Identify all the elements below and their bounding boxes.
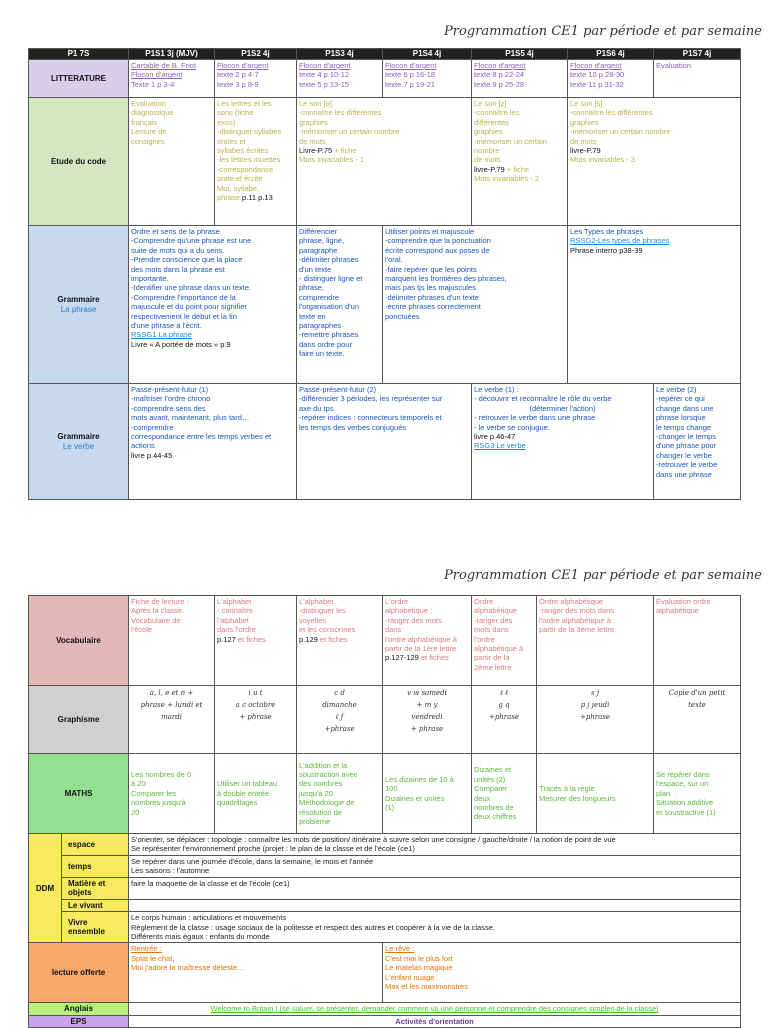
planning-table-1 <box>28 48 741 500</box>
phrase-s4-s5: Utiliser points et majuscule -comprendre que la ponctuation écrite correspond aux poses de l'oral. -faire repérer que les points marquent les frontières des phrases, mais pas tjs les majuscules -délimiter phrases d'un texte -écrire phrases correctement ponctuées <box>383 226 568 384</box>
graph-s7: Copie d'un petit texte <box>654 686 741 754</box>
row-label-maths: MATHS <box>29 754 129 834</box>
maths-s2: Utiliser un tableau à double entrée quadrillages <box>215 754 297 834</box>
row-ddm-matiere <box>29 878 741 900</box>
graph-s1: a, l, e et n + phrase + lundi et mardi <box>129 686 215 754</box>
maths-s7: Se repérer dans l'espace, sur un plan Situation additive et soustractive (1) <box>654 754 741 834</box>
ddm-espace-label: espace <box>62 834 129 856</box>
row-eps <box>29 1015 741 1027</box>
lecture-b: Le rêve : C'est moi le plus fort Le matelas magique L'enfant nuage Max et les maximonstres <box>383 943 741 1003</box>
vocab-s2: L'alphabet - connaître l'alphabet dans l'ordre p.127 et fiches <box>215 596 297 686</box>
ddm-espace-text: S'orienter, se déplacer : topologie : connaître les mots de position/ itinéraire à suivre selon une consigne / gauche/droite / la notion de point de vue Se représenter l'environnement proche (projet : le plan de la classe et de l'école (ce1) <box>129 834 741 856</box>
row-lecture-offerte <box>29 943 741 1003</box>
code-s1: Evaluation diagnostique français Lecture de consignes <box>129 98 215 226</box>
row-grammaire-phrase <box>29 226 741 384</box>
ddm-vivre-text: Le corps humain : articulations et mouvements Règlement de la classe : usage sociaux de la politesse et respect des autres et coopérer à la vie de la classe. Différents mais égaux : enfants du monde <box>129 912 741 943</box>
litterature-s2: Flocon d'argent texte 2 p 4-7 texte 3 p 8-9 <box>215 60 297 98</box>
page-title-2: Programmation CE1 par période et par semaine <box>444 568 762 583</box>
row-label-lecture-offerte: lecture offerte <box>29 943 129 1003</box>
ddm-vivre-label: Vivre ensemble <box>62 912 129 943</box>
row-label-graphisme: Graphisme <box>29 686 129 754</box>
ddm-matiere-text: faire la maquette de la classe et de l'école (ce1) <box>129 878 741 900</box>
header-week-7: P1S7 4j <box>654 49 741 60</box>
row-label-grammaire-verbe: Grammaire Le verbe <box>29 384 129 500</box>
row-graphisme <box>29 686 741 754</box>
header-row <box>29 49 741 60</box>
row-litterature <box>29 60 741 98</box>
ddm-temps-label: temps <box>62 856 129 878</box>
maths-s6: Tracés à la règle Mesurer des longueurs <box>537 754 654 834</box>
row-maths <box>29 754 741 834</box>
code-s2: Les lettres et les sons (fiche exos) -distinguer syllabes orales et syllabes écrites -les lettres muettes -correspondance orale et écrite Mot, syllabe, phrase p.11 p.13 <box>215 98 297 226</box>
anglais-text: Welcome to Britain ! (se saluer, se présenter, demander comment va une personne et comprendre des consignes simples de la classe) <box>129 1003 741 1015</box>
row-label-grammaire-phrase: Grammaire La phrase <box>29 226 129 384</box>
row-anglais <box>29 1003 741 1015</box>
row-label-code: Etude du code <box>29 98 129 226</box>
ddm-vivant-text <box>129 899 741 911</box>
verbe-s7: Le verbe (2) -repérer ce qui change dans une phrase lorsque le temps change -changer le temps d'une phrase pour changer le verbe -retrouver le verbe dans une phrase <box>654 384 741 500</box>
vocab-s7: Evaluation ordre alphabétique <box>654 596 741 686</box>
ddm-vivant-label: Le vivant <box>62 899 129 911</box>
row-label-vocabulaire: Vocabulaire <box>29 596 129 686</box>
header-week-6: P1S6 4j <box>568 49 654 60</box>
code-s6-s7: Le son [s] -connaître les différentes graphies -mémoriser un certain nombre de mots livre-P.79 Mots invariables - 3 <box>568 98 741 226</box>
lecture-a: Rentrée : Splat le chat, Moi j'adore la maîtresse déteste… <box>129 943 383 1003</box>
vocab-s6: Ordre alphabétique -ranger des mots dans l'ordre alphabétique à partir de la 3ème lettre <box>537 596 654 686</box>
litterature-s4: Flocon d'argent texte 6 p 16-18 texte 7 p 19-21 <box>383 60 472 98</box>
eps-text: Activités d'orientation <box>129 1015 741 1027</box>
header-week-1: P1S1 3j (MJV) <box>129 49 215 60</box>
litterature-s3: Flocon d'argent texte 4 p 10-12 texte 5 p 13-15 <box>297 60 383 98</box>
vocab-s4: L'ordre alphabétique : -ranger des mots dans l'ordre alphabétique à partir de la 1ère lettre p.127-129 et fiches <box>383 596 472 686</box>
maths-s4: Les dizaines de 10 à 100 Dizaines et unités (1) <box>383 754 472 834</box>
header-week-2: P1S2 4j <box>215 49 297 60</box>
vocab-s1: Fiche de lecture : Après la classe. Vocabulaire de l'école <box>129 596 215 686</box>
row-grammaire-verbe <box>29 384 741 500</box>
planning-table-2 <box>28 595 741 1028</box>
phrase-s3: Différencier phrase, ligne, paragraphe -délimiter phrases d'un texte - distinguer ligne et phrase, comprendre l'organisation d'un texte en paragraphes -remettre phrases dans ordre pour faire un texte. <box>297 226 383 384</box>
verbe-s1-s2: Passé-présent-futur (1) -maîtriser l'ordre chrono -comprendre sens des mots avant, maintenant, plus tard… -comprendre correspondance entre les temps verbes et actions livre p.44-45 <box>129 384 297 500</box>
row-vocabulaire <box>29 596 741 686</box>
graph-s4: v w samedi + m y vendredi + phrase <box>383 686 472 754</box>
graph-s5: ℓ ℓ g q +phrase <box>472 686 537 754</box>
graph-s6: s j p j jeudi +phrase <box>537 686 654 754</box>
row-label-ddm: DDM <box>29 834 62 943</box>
phrase-s1-s2: Ordre et sens de la phrase -Comprendre qu'une phrase est une suite de mots qui a du sens. -Prendre conscience que la place des mots dans la phrase est importante. -Identifier une phrase dans un texte. -Comprendre l'importance de la majuscule et du point pour signifier respectivement le début et la fin d'une phrase à l'écrit. RSSG1 La phrase Livre « A portée de mots » p.9 <box>129 226 297 384</box>
litterature-s1: Cartable de B. Friot Flocon d'argent Texte 1 p 3-4 <box>129 60 215 98</box>
ddm-matiere-label: Matière et objets <box>62 878 129 900</box>
verbe-s3-s4: Passé-présent-futur (2) -différencier 3 périodes, les représenter sur axe du tps -repérer indices : connecteurs temporels et les temps des verbes conjugués <box>297 384 472 500</box>
header-week-3: P1S3 4j <box>297 49 383 60</box>
litterature-s7: Evaluation <box>654 60 741 98</box>
header-week-5: P1S5 4j <box>472 49 568 60</box>
header-period: P1 7S <box>29 49 129 60</box>
row-ddm-espace <box>29 834 741 856</box>
ddm-temps-text: Se repérer dans une journée d'école, dans la semaine, le mois et l'année Les saisons : l'automne <box>129 856 741 878</box>
page-title-1: Programmation CE1 par période et par semaine <box>444 24 762 39</box>
maths-s3: L'addition et la soustraction avec des nombres jusqu'à 20 Méthodologie de résolution de problème <box>297 754 383 834</box>
litterature-s6: Flocon d'argent texte 10 p 28-30 texte 11 p 31-32 <box>568 60 654 98</box>
verbe-s5-s6: Le verbe (1) : - découvrir et reconnaître le rôle du verbe (déterminer l'action) - retrouver le verbe dans une phrase - le verbe se conjugue. livre p.46-47 RSG3 Le verbe <box>472 384 654 500</box>
header-week-4: P1S4 4j <box>383 49 472 60</box>
code-s5: Le son [z] -connaître les différentes graphies -mémoriser un certain nombre de mots livre-P.79 + fiche Mots invariables - 2 <box>472 98 568 226</box>
row-ddm-vivant <box>29 899 741 911</box>
row-label-anglais: Anglais <box>29 1003 129 1015</box>
row-ddm-vivre <box>29 912 741 943</box>
row-ddm-temps <box>29 856 741 878</box>
row-code <box>29 98 741 226</box>
row-label-litterature: LITTERATURE <box>29 60 129 98</box>
phrase-s6-s7: Les Types de phrases RSSG2-Les types de phrases Phrase interro p38-39 <box>568 226 741 384</box>
row-label-eps: EPS <box>29 1015 129 1027</box>
maths-s1: Les nombres de 0 à 20 Comparer les nombres jusqu'à 20 <box>129 754 215 834</box>
litterature-s5: Flocon d'argent texte 8 p 22-24 texte 9 p 25-28 <box>472 60 568 98</box>
maths-s5: Dizaines et unités (2) Comparer deux nombres de deux chiffres <box>472 754 537 834</box>
graph-s2: i u t a c octobre + phrase <box>215 686 297 754</box>
vocab-s5: Ordre alphabétique -ranger des mots dans l'ordre alphabétique à partir de la 2ème lettre <box>472 596 537 686</box>
code-s3-s4: Le son [o] -connaître les différentes graphies -mémoriser un certain nombre de mots Livre-P.75 + fiche Mots invariables - 1 <box>297 98 472 226</box>
graph-s3: c d dimanche ℓ ƒ +phrase <box>297 686 383 754</box>
vocab-s3: L'alphabet -distinguer les voyelles et les consonnes p.129 et fiches <box>297 596 383 686</box>
